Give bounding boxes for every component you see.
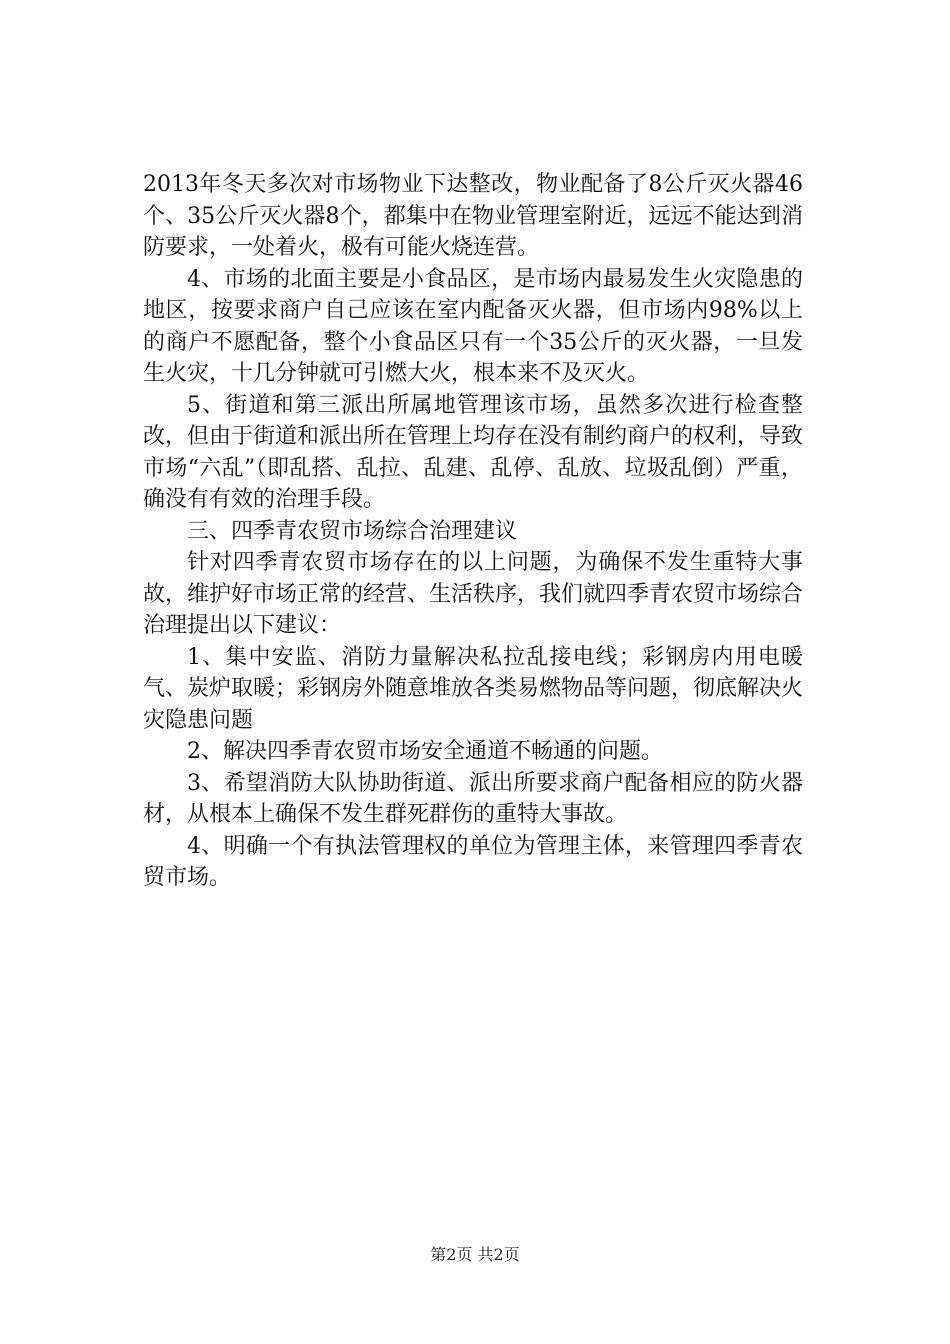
paragraph-item-4: 4、市场的北面主要是小食品区，是市场内最易发生火灾隐患的地区，按要求商户自己应该在室内配备灭火器，但市场内98%以上的商户不愿配备，整个小食品区只有一个35公斤的灭火器，一旦发生火灾，十几分钟就可引燃大火，根本来不及灭火。 xyxy=(143,266,803,386)
document-body xyxy=(143,169,803,894)
section-heading: 三、四季青农贸市场综合治理建议 xyxy=(187,518,518,544)
suggestion-4: 4、明确一个有执法管理权的单位为管理主体，来管理四季青农贸市场。 xyxy=(143,833,803,890)
suggestion-3: 3、希望消防大队协助街道、派出所要求商户配备相应的防火器材，从根本上确保不发生群死群伤的重特大事故。 xyxy=(143,770,803,827)
suggestion-2: 2、解决四季青农贸市场安全通道不畅通的问题。 xyxy=(187,739,663,764)
page-footer: 第2页 共2页 xyxy=(430,1245,520,1264)
suggestion-1: 1、集中安监、消防力量解决私拉乱接电线；彩钢房内用电暖气、炭炉取暖；彩钢房外随意堆放各类易燃物品等问题，彻底解决火灾隐患问题 xyxy=(143,644,804,733)
paragraph-continued: 2013年冬天多次对市场物业下达整改，物业配备了8公斤灭火器46个、35公斤灭火器8个，都集中在物业管理室附近，远远不能达到消防要求，一处着火，极有可能火烧连营。 xyxy=(143,172,803,260)
paragraph-item-5: 5、街道和第三派出所属地管理该市场，虽然多次进行检查整改，但由于街道和派出所在管理上均存在没有制约商户的权利，导致市场“六乱”（即乱搭、乱拉、乱建、乱停、乱放、垃圾乱倒）严重，确没有有效的治理手段。 xyxy=(143,392,804,512)
paragraph-intro: 针对四季青农贸市场存在的以上问题，为确保不发生重特大事故，维护好市场正常的经营、生活秩序，我们就四季青农贸市场综合治理提出以下建议： xyxy=(143,550,804,638)
